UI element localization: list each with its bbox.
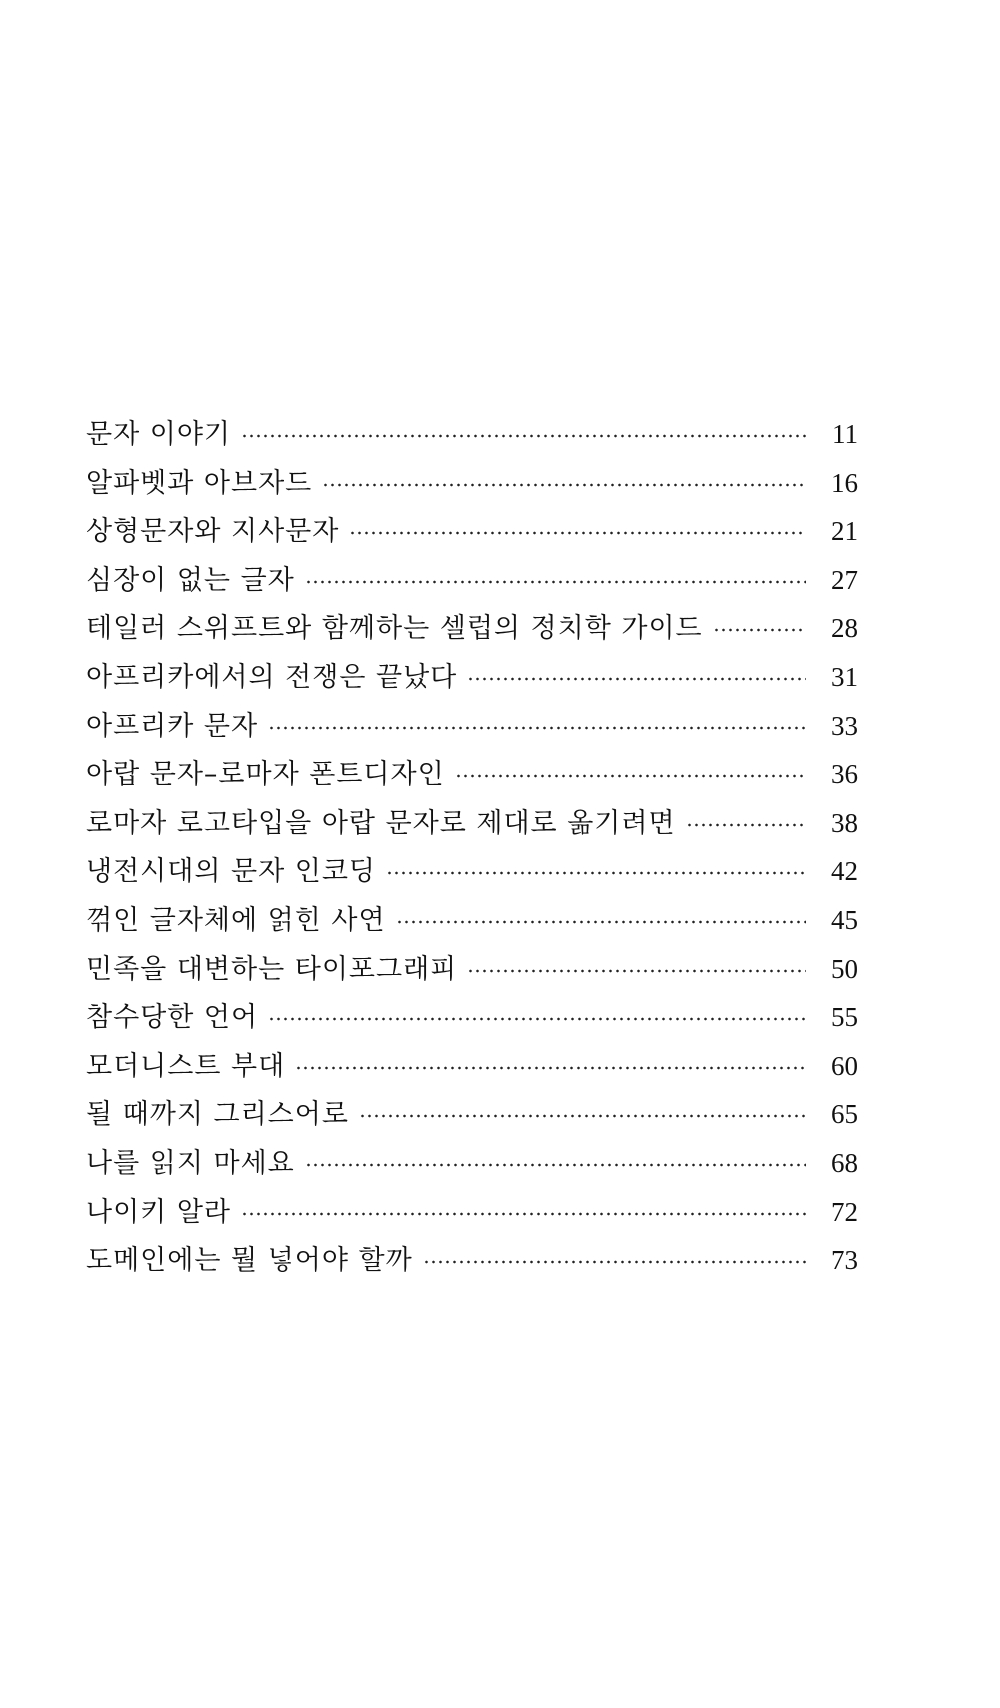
dot-leader xyxy=(268,726,806,730)
toc-entry-page: 27 xyxy=(831,564,858,595)
toc-entry-page: 36 xyxy=(831,759,858,790)
dot-leader xyxy=(686,823,806,827)
dot-leader xyxy=(423,1260,806,1264)
toc-entry[interactable] xyxy=(86,1044,858,1093)
toc-entry-page: 21 xyxy=(831,516,858,547)
toc-entry-title: 아랍 문자–로마자 폰트디자인 xyxy=(86,759,445,791)
toc-entry-page: 42 xyxy=(831,856,858,887)
dot-leader xyxy=(241,434,806,438)
toc-entry-title: 아프리카 문자 xyxy=(86,710,259,742)
toc-entry[interactable] xyxy=(86,1092,858,1141)
dot-leader xyxy=(455,774,806,778)
toc-entry-page: 68 xyxy=(831,1147,858,1178)
toc-entry[interactable] xyxy=(86,461,858,510)
toc-entry-title: 냉전시대의 문자 인코딩 xyxy=(86,856,376,888)
toc-entry-page: 65 xyxy=(831,1099,858,1130)
toc-entry[interactable] xyxy=(86,752,858,801)
toc-entry-title: 상형문자와 지사문자 xyxy=(86,516,340,548)
dot-leader xyxy=(268,1017,806,1021)
dot-leader xyxy=(305,1163,806,1167)
toc-entry-title: 문자 이야기 xyxy=(86,419,231,450)
toc-entry[interactable] xyxy=(86,947,858,996)
toc-entry-title: 도메인에는 뭘 넣어야 할까 xyxy=(86,1245,413,1277)
toc-entry[interactable] xyxy=(86,849,858,898)
toc-entry-title: 아프리카에서의 전쟁은 끝났다 xyxy=(86,661,458,693)
toc-entry[interactable] xyxy=(86,801,858,850)
toc-entry-title: 알파벳과 아브자드 xyxy=(86,467,313,499)
toc-entry[interactable] xyxy=(86,412,858,461)
toc-entry[interactable] xyxy=(86,558,858,607)
toc-entry-title: 꺾인 글자체에 얽힌 사연 xyxy=(86,904,386,936)
toc-entry-title: 될 때까지 그리스어로 xyxy=(86,1099,349,1131)
table-of-contents xyxy=(86,412,858,1287)
dot-leader xyxy=(713,628,806,632)
dot-leader xyxy=(322,483,806,487)
toc-entry-page: 11 xyxy=(832,419,858,449)
toc-entry-page: 31 xyxy=(831,661,858,692)
toc-entry-title: 심장이 없는 글자 xyxy=(86,564,295,596)
toc-entry-page: 28 xyxy=(831,613,858,644)
toc-entry-page: 45 xyxy=(831,904,858,935)
toc-entry-page: 60 xyxy=(831,1050,858,1081)
toc-entry-page: 33 xyxy=(831,710,858,741)
toc-entry-page: 72 xyxy=(831,1196,858,1227)
toc-entry[interactable] xyxy=(86,898,858,947)
dot-leader xyxy=(396,920,806,924)
toc-entry-page: 55 xyxy=(831,1002,858,1033)
toc-entry[interactable] xyxy=(86,704,858,753)
toc-entry-page: 38 xyxy=(831,807,858,838)
toc-entry[interactable] xyxy=(86,1190,858,1239)
toc-entry-title: 로마자 로고타입을 아랍 문자로 제대로 옮기려면 xyxy=(86,807,676,839)
toc-entry-page: 50 xyxy=(831,953,858,984)
toc-entry-title: 참수당한 언어 xyxy=(86,1002,259,1034)
toc-entry[interactable] xyxy=(86,655,858,704)
toc-entry[interactable] xyxy=(86,509,858,558)
toc-entry[interactable] xyxy=(86,1238,858,1287)
dot-leader xyxy=(305,580,806,584)
toc-entry-page: 73 xyxy=(831,1245,858,1276)
toc-entry-title: 나이키 알라 xyxy=(86,1196,231,1228)
toc-entry[interactable] xyxy=(86,995,858,1044)
dot-leader xyxy=(467,969,806,973)
dot-leader xyxy=(359,1114,806,1118)
toc-entry-title: 테일러 스위프트와 함께하는 셀럽의 정치학 가이드 xyxy=(86,613,703,645)
dot-leader xyxy=(386,871,806,875)
toc-entry[interactable] xyxy=(86,606,858,655)
toc-entry-title: 나를 읽지 마세요 xyxy=(86,1147,295,1179)
dot-leader xyxy=(295,1066,806,1070)
toc-entry-title: 모더니스트 부대 xyxy=(86,1050,286,1082)
dot-leader xyxy=(241,1212,806,1216)
toc-entry-page: 16 xyxy=(831,467,858,498)
toc-entry[interactable] xyxy=(86,1141,858,1190)
dot-leader xyxy=(349,531,806,535)
toc-entry-title: 민족을 대변하는 타이포그래피 xyxy=(86,953,458,985)
dot-leader xyxy=(467,677,806,681)
